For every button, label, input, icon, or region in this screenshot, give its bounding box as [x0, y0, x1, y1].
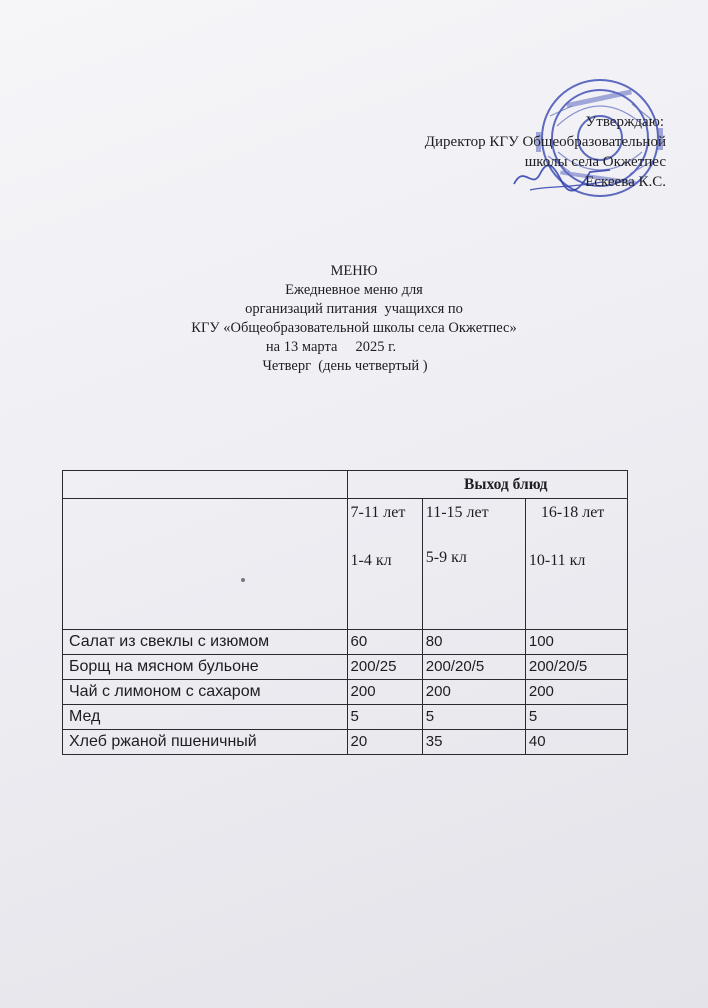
grade-range: 10-11 кл: [528, 552, 586, 569]
portion-16-18: 200/20/5: [525, 655, 627, 680]
portion-11-15: 200/20/5: [422, 655, 525, 680]
portion-16-18: 40: [525, 730, 627, 755]
dish-name: Борщ на мясном бульоне: [63, 655, 348, 680]
table-row: [63, 705, 628, 730]
portion-11-15: 35: [422, 730, 525, 755]
menu-table: [62, 470, 628, 755]
dish-header-cell: [63, 499, 348, 630]
portion-7-11: 200: [347, 680, 422, 705]
menu-audience: организаций питания учащихся по: [245, 301, 463, 317]
age-range: 7-11 лет: [350, 504, 406, 521]
menu-heading: [0, 262, 708, 376]
table-row: [63, 655, 628, 680]
approval-organization: школы села Окжетпес: [524, 154, 666, 170]
paper-speck: [241, 578, 245, 582]
menu-day: Четверг (день четвертый ): [262, 358, 428, 374]
dish-name: Чай с лимоном с сахаром: [63, 680, 348, 705]
dish-name: Хлеб ржаной пшеничный: [63, 730, 348, 755]
table-row: [63, 630, 628, 655]
portion-7-11: 60: [347, 630, 422, 655]
table-header-row: [63, 471, 628, 499]
approval-position: Директор КГУ Общеобразовательной: [424, 134, 666, 150]
menu-title: МЕНЮ: [330, 263, 378, 279]
age-groups-row: [63, 499, 628, 630]
portion-11-15: 200: [422, 680, 525, 705]
portion-7-11: 20: [347, 730, 422, 755]
grade-range: 5-9 кл: [425, 549, 467, 566]
portion-7-11: 200/25: [347, 655, 422, 680]
portion-16-18: 200: [525, 680, 627, 705]
portion-7-11: 5: [347, 705, 422, 730]
table-corner-cell: [63, 471, 348, 499]
portion-11-15: 5: [422, 705, 525, 730]
portion-11-15: 80: [422, 630, 525, 655]
menu-date: на 13 марта 2025 г.: [265, 339, 397, 355]
age-group-cell: [525, 499, 627, 630]
portion-16-18: 100: [525, 630, 627, 655]
table-row: [63, 680, 628, 705]
table-row: [63, 730, 628, 755]
dish-name: Мед: [63, 705, 348, 730]
age-range: 16-18 лет: [540, 504, 605, 521]
approval-label: Утверждаю:: [585, 114, 664, 130]
age-group-cell: [347, 499, 422, 630]
approval-director-name: Ескеева К.С.: [585, 174, 666, 190]
grade-range: 1-4 кл: [350, 552, 392, 569]
approval-block: [425, 112, 668, 192]
age-range: 11-15 лет: [425, 504, 489, 521]
menu-subtitle: Ежедневное меню для: [285, 282, 423, 298]
dish-name: Салат из свеклы с изюмом: [63, 630, 348, 655]
menu-school: КГУ «Общеобразовательной школы села Окжетпес»: [191, 320, 517, 336]
age-group-cell: [422, 499, 525, 630]
yield-header: Выход блюд: [347, 471, 627, 499]
portion-16-18: 5: [525, 705, 627, 730]
